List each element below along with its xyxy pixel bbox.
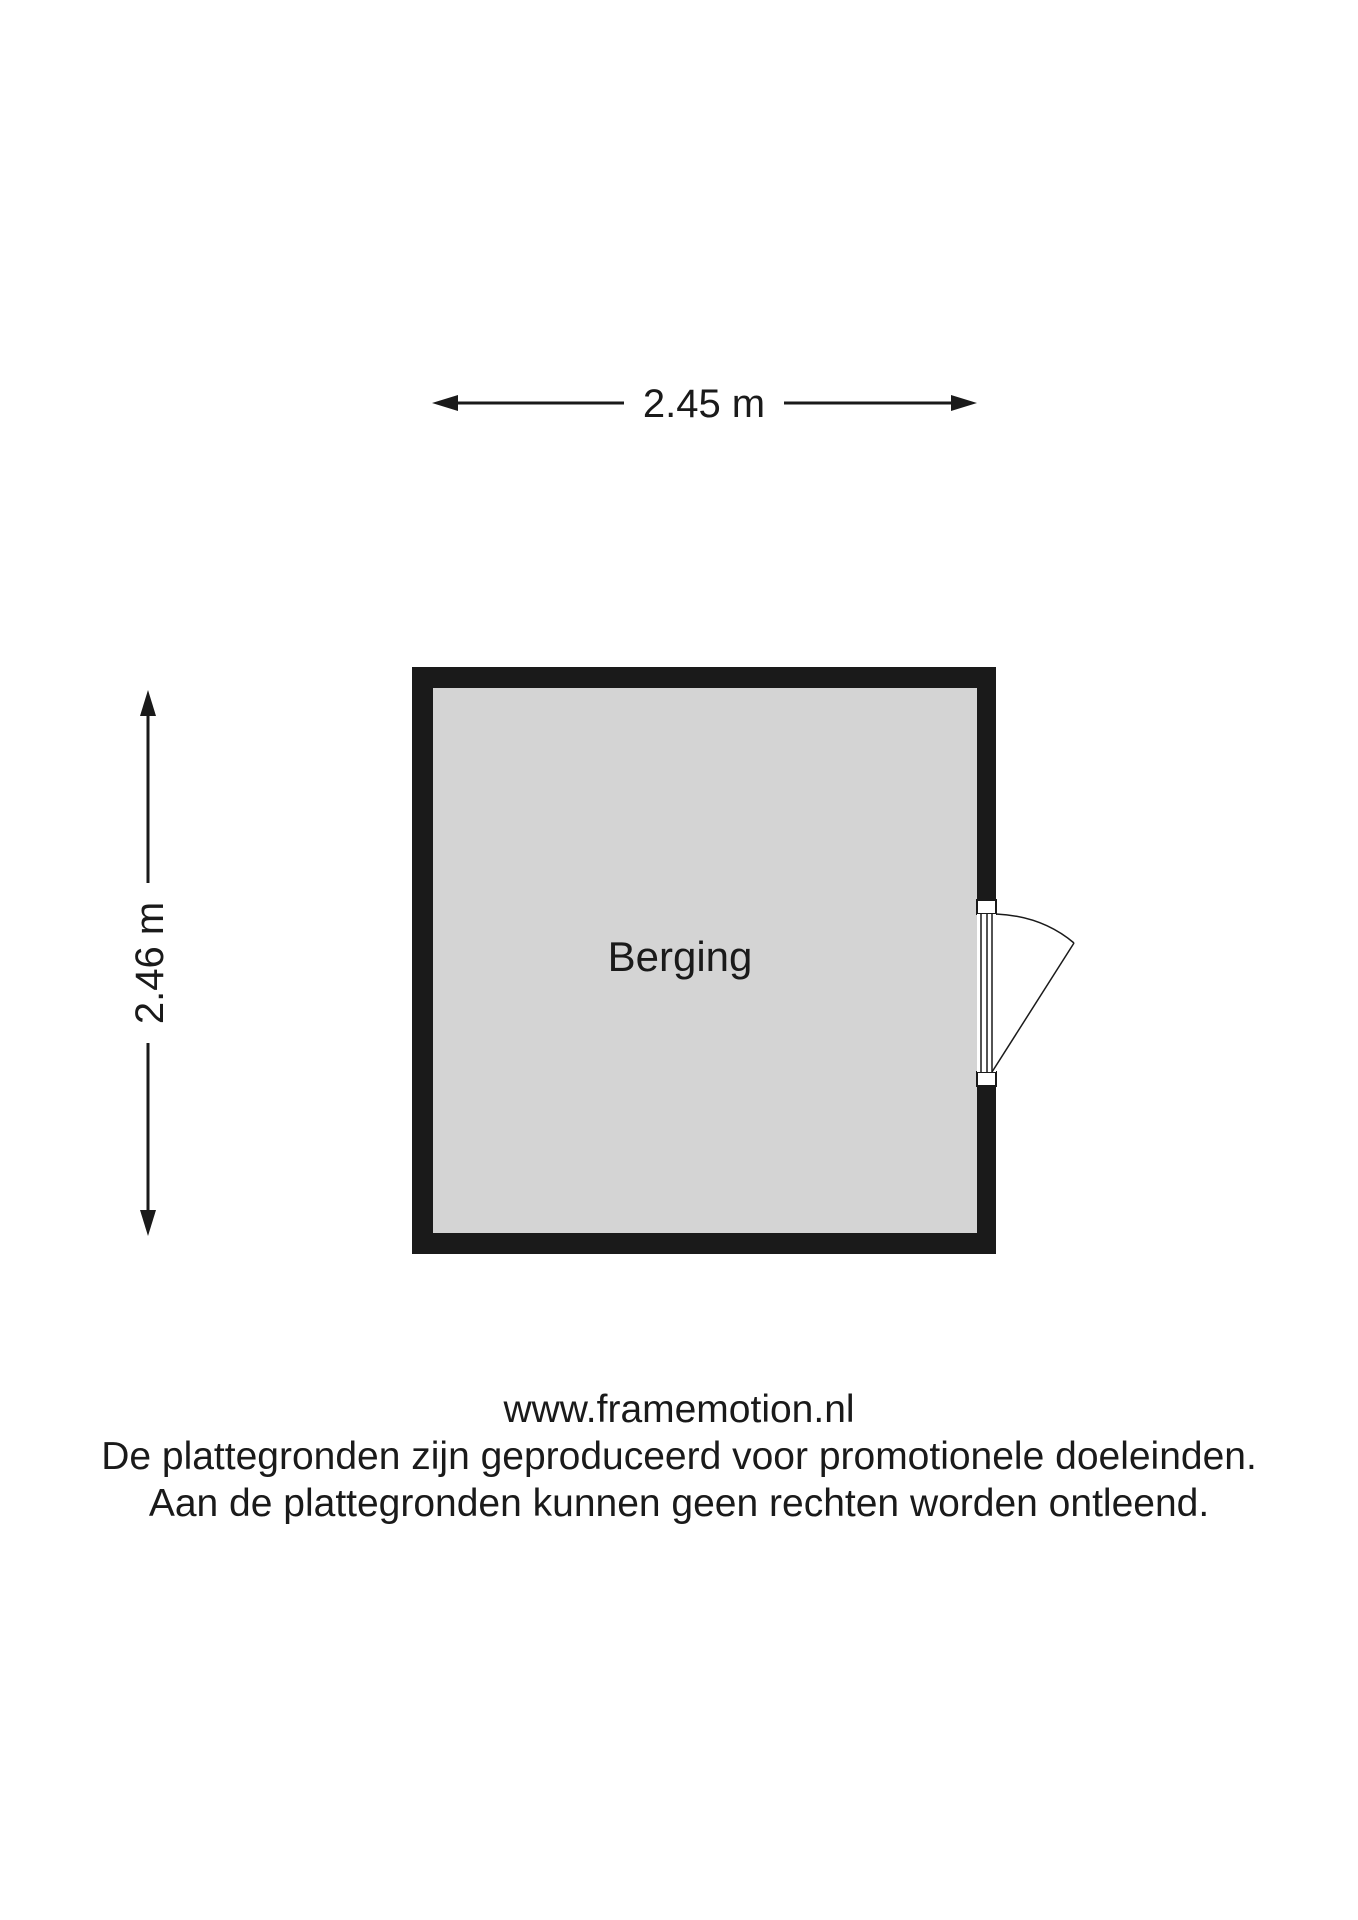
wall-left [412,667,433,1254]
arrow-left-icon [432,395,458,411]
width-dimension [432,382,977,426]
height-dimension-label: 2.46 m [128,901,172,1025]
arrow-right-icon [951,395,977,411]
door-leaf [992,943,1074,1072]
door [977,900,1074,1086]
arrow-up-icon [140,690,156,716]
website-url: www.framemotion.nl [503,1388,855,1431]
width-dimension-label: 2.45 m [642,382,766,426]
disclaimer-line-1: De plattegronden zijn geproduceerd voor promotionele doeleinden. [101,1435,1257,1478]
wall-right-upper [977,667,996,900]
footer [0,1386,1358,1527]
room-label: Berging [607,933,753,980]
wall-right-lower [977,1086,996,1254]
door-swing-arc [996,914,1074,943]
door-jamb-top [977,900,996,914]
height-dimension [128,690,172,1236]
arrow-down-icon [140,1210,156,1236]
wall-top [412,667,996,688]
room-berging [412,667,1074,1254]
door-jamb-bottom [977,1072,996,1086]
disclaimer-line-2: Aan de plattegronden kunnen geen rechten worden ontleend. [148,1482,1210,1525]
wall-bottom [412,1233,996,1254]
